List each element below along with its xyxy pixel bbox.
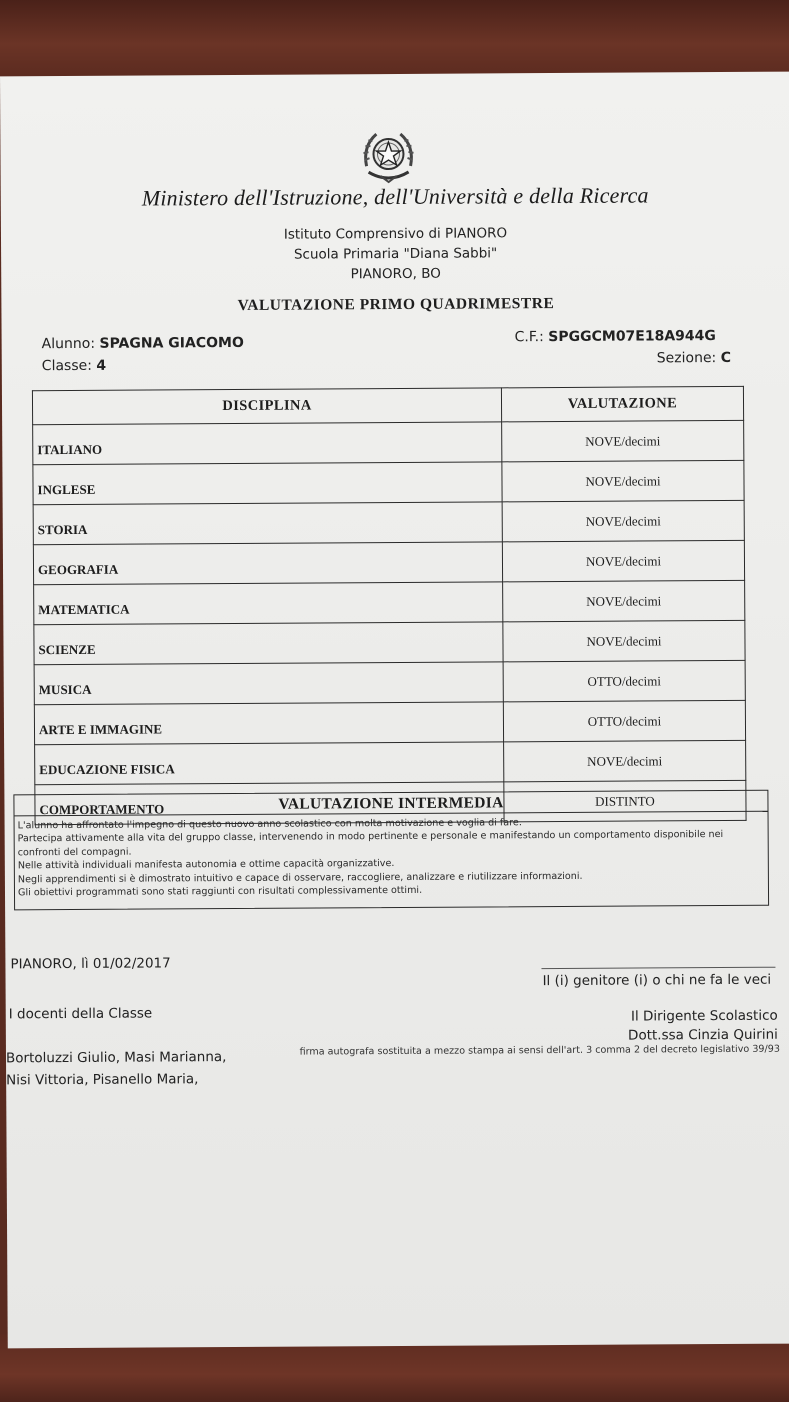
- column-header-discipline: DISCIPLINA: [32, 388, 501, 425]
- subject-cell: ITALIANO: [33, 422, 502, 465]
- subject-cell: SCIENZE: [34, 622, 503, 665]
- grade-cell: OTTO/decimi: [503, 660, 745, 701]
- table-row: [34, 580, 745, 624]
- interim-line: Nelle attività individuali manifesta autonomia e ottime capacità organizzative.: [17, 858, 395, 872]
- student-cf-line: [515, 328, 716, 345]
- subject-cell: MATEMATICA: [34, 582, 503, 625]
- grade-cell: NOVE/decimi: [502, 500, 744, 541]
- table-row: [33, 460, 744, 504]
- grade-cell: NOVE/decimi: [504, 740, 746, 781]
- student-name-label: Alunno:: [41, 335, 96, 353]
- report-card-page: [0, 72, 789, 1349]
- subject-cell: INGLESE: [33, 462, 502, 505]
- table-row: [33, 420, 744, 464]
- table-row: [34, 620, 745, 664]
- subject-cell: MUSICA: [34, 662, 503, 705]
- teachers-names-line1: Bortoluzzi Giulio, Masi Marianna,: [5, 1049, 227, 1067]
- grade-cell: NOVE/decimi: [503, 620, 745, 661]
- subject-cell: ARTE E IMMAGINE: [34, 702, 503, 745]
- student-class-line: [42, 358, 106, 374]
- grade-cell: NOVE/decimi: [502, 460, 744, 501]
- subject-cell: STORIA: [33, 502, 502, 545]
- table-row: [34, 700, 745, 744]
- italian-republic-emblem-icon: [358, 126, 418, 190]
- student-class-label: Classe:: [41, 357, 92, 375]
- table-row: [35, 740, 746, 784]
- parent-signature-label: Il (i) genitore (i) o chi ne fa le veci: [542, 971, 772, 990]
- subject-cell: GEOGRAFIA: [33, 542, 502, 585]
- document-title: VALUTAZIONE PRIMO QUADRIMESTRE: [237, 295, 555, 314]
- wooden-table-top: [0, 0, 789, 80]
- grade-cell: NOVE/decimi: [502, 540, 744, 581]
- grade-cell: NOVE/decimi: [502, 420, 744, 461]
- interim-evaluation-title: VALUTAZIONE INTERMEDIA: [14, 791, 767, 817]
- student-class: 4: [96, 357, 107, 374]
- principal-title: Il Dirigente Scolastico: [630, 1007, 778, 1025]
- subject-cell: COMPORTAMENTO: [35, 782, 504, 825]
- parent-signature-line: [541, 967, 775, 969]
- student-cf: SPGGCM07E18A944G: [548, 328, 716, 346]
- grades-table: [32, 386, 747, 825]
- interim-line: Partecipa attivamente alla vita del gruppo classe, intervenendo in modo pertinente e personale e manifestando un comportamento disponibile nei confronti del compagni.: [17, 829, 724, 859]
- school-name: Scuola Primaria "Diana Sabbi": [293, 245, 498, 263]
- teachers-label: I docenti della Classe: [8, 1005, 153, 1023]
- grade-cell: DISTINTO: [504, 780, 746, 821]
- student-section-label: Sezione:: [656, 350, 717, 367]
- school-location: PIANORO, BO: [350, 265, 441, 283]
- grade-cell: OTTO/decimi: [503, 700, 745, 741]
- student-name-line: [42, 335, 244, 352]
- teachers-names-line2: Nisi Vittoria, Pisanello Maria,: [6, 1071, 199, 1089]
- principal-name: Dott.ssa Cinzia Quirini: [627, 1026, 778, 1044]
- ministry-heading: Ministero dell'Istruzione, dell'Università e della Ricerca: [141, 182, 649, 211]
- student-name: SPAGNA GIACOMO: [99, 334, 244, 352]
- table-row: [33, 500, 744, 544]
- student-cf-label: C.F.:: [514, 329, 544, 346]
- interim-line: Gli obiettivi programmati sono stati raggiunti con risultati complessivamente ottimi.: [17, 884, 423, 899]
- grades-table-header-row: [32, 386, 743, 424]
- student-section-line: [657, 350, 731, 366]
- interim-evaluation-box: [13, 790, 769, 911]
- table-row: [33, 540, 744, 584]
- interim-line: L'alunno ha affrontato l'impegno di questo nuovo anno scolastico con molta motivazione e voglia di fare.: [17, 817, 522, 832]
- column-header-evaluation: VALUTAZIONE: [501, 386, 743, 421]
- place-and-date: PIANORO, lì 01/02/2017: [10, 955, 171, 973]
- school-header: [1, 222, 789, 287]
- school-institute: Istituto Comprensivo di PIANORO: [283, 225, 508, 243]
- interim-line: Negli apprendimenti si è dimostrato intuitivo e capace di osservare, raccogliere, analizzare e riutilizzare informazioni.: [17, 870, 583, 885]
- signature-legal-note: firma autografa sostituita a mezzo stampa ai sensi dell'art. 3 comma 2 del decreto legislativo 39/93: [299, 1043, 780, 1058]
- table-row: [34, 660, 745, 704]
- interim-evaluation-text: [15, 812, 768, 900]
- subject-cell: EDUCAZIONE FISICA: [35, 742, 504, 785]
- student-section: C: [720, 349, 732, 367]
- grade-cell: NOVE/decimi: [503, 580, 745, 621]
